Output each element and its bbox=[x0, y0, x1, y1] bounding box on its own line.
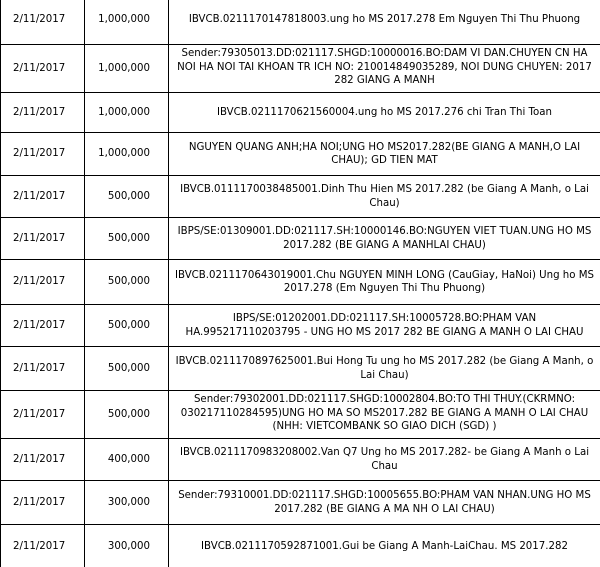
amount-cell: 500,000 bbox=[85, 260, 169, 305]
description-cell: IBVCB.0211170147818003.ung ho MS 2017.278 Em Nguyen Thi Thu Phuong bbox=[169, 0, 600, 45]
date-cell: 2/11/2017 bbox=[1, 133, 85, 176]
table-row bbox=[1, 0, 600, 45]
date-cell: 2/11/2017 bbox=[1, 525, 85, 567]
amount-cell: 400,000 bbox=[85, 439, 169, 481]
description-cell: IBVCB.0111170038485001.Dinh Thu Hien MS 2017.282 (be Giang A Manh, o Lai Chau) bbox=[169, 176, 600, 218]
amount-cell: 300,000 bbox=[85, 481, 169, 525]
description-cell bbox=[169, 45, 600, 93]
table-row bbox=[1, 347, 600, 391]
description-cell: IBPS/SE:01309001.DD:021117.SH:10000146.BO:NGUYEN VIET TUAN.UNG HO MS 2017.282 (BE GIANG A MANHLAI CHAU) bbox=[169, 218, 600, 260]
description-cell: IBVCB.0211170643019001.Chu NGUYEN MINH LONG (CauGiay, HaNoi) Ung ho MS 2017.278 (Em Nguyen Thi Thu Phuong) bbox=[169, 260, 600, 305]
amount-cell: 500,000 bbox=[85, 347, 169, 391]
description-text: Sender:79305013.DD:021117.SHGD:10000016.BO:DAM VI DAN.CHUYEN CN HA NOI HA NOI TAI KHOAN TR ICH NO: 210014849035289, NOI DUNG CHUYEN: 2017 282 GIANG A MANH bbox=[177, 48, 592, 86]
description-text: Sender:79302001.DD:021117.SHGD:10002804.BO:TO THI THUY.(CKRMNO: 030217110284595)UNG HO MA SO MS2017.282 BE GIANG A MANH O LAI CHAU (NHH: VIETCOMBANK SO GIAO DICH (SGD) ) bbox=[180, 394, 589, 432]
table-body bbox=[1, 0, 600, 567]
amount-cell: 500,000 bbox=[85, 176, 169, 218]
date-cell: 2/11/2017 bbox=[1, 176, 85, 218]
date-cell: 2/11/2017 bbox=[1, 93, 85, 133]
table-row bbox=[1, 93, 600, 133]
description-cell: IBVCB.0211170621560004.ung ho MS 2017.276 chi Tran Thi Toan bbox=[169, 93, 600, 133]
date-cell: 2/11/2017 bbox=[1, 391, 85, 439]
amount-cell: 1,000,000 bbox=[85, 93, 169, 133]
table-row bbox=[1, 391, 600, 439]
description-cell: IBVCB.0211170592871001.Gui be Giang A Manh-LaiChau. MS 2017.282 bbox=[169, 525, 600, 567]
amount-cell: 1,000,000 bbox=[85, 45, 169, 93]
table-row bbox=[1, 481, 600, 525]
description-cell: IBVCB.0211170983208002.Van Q7 Ung ho MS 2017.282- be Giang A Manh o Lai Chau bbox=[169, 439, 600, 481]
date-cell: 2/11/2017 bbox=[1, 347, 85, 391]
date-cell: 2/11/2017 bbox=[1, 218, 85, 260]
date-cell: 2/11/2017 bbox=[1, 260, 85, 305]
description-cell: Sender:79310001.DD:021117.SHGD:10005655.BO:PHAM VAN NHAN.UNG HO MS 2017.282 (BE GIANG A MA NH O LAI CHAU) bbox=[169, 481, 600, 525]
description-cell: NGUYEN QUANG ANH;HA NOI;UNG HO MS2017.282(BE GIANG A MANH,O LAI CHAU); GD TIEN MAT bbox=[169, 133, 600, 176]
description-cell: IBPS/SE:01202001.DD:021117.SH:10005728.BO:PHAM VAN HA.995217110203795 - UNG HO MS 2017 282 BE GIANG A MANH O LAI CHAU bbox=[169, 305, 600, 347]
table-row bbox=[1, 176, 600, 218]
amount-cell: 500,000 bbox=[85, 391, 169, 439]
table-row bbox=[1, 133, 600, 176]
date-cell: 2/11/2017 bbox=[1, 481, 85, 525]
date-cell: 2/11/2017 bbox=[1, 0, 85, 45]
table-row bbox=[1, 439, 600, 481]
table-row bbox=[1, 305, 600, 347]
amount-cell: 300,000 bbox=[85, 525, 169, 567]
date-cell: 2/11/2017 bbox=[1, 439, 85, 481]
table-row bbox=[1, 45, 600, 93]
date-cell: 2/11/2017 bbox=[1, 305, 85, 347]
description-cell: IBVCB.0211170897625001.Bui Hong Tu ung ho MS 2017.282 (be Giang A Manh, o Lai Chau) bbox=[169, 347, 600, 391]
amount-cell: 500,000 bbox=[85, 218, 169, 260]
date-cell: 2/11/2017 bbox=[1, 45, 85, 93]
table-row bbox=[1, 525, 600, 567]
table-row bbox=[1, 260, 600, 305]
table-row bbox=[1, 218, 600, 260]
amount-cell: 500,000 bbox=[85, 305, 169, 347]
amount-cell: 1,000,000 bbox=[85, 133, 169, 176]
amount-cell: 1,000,000 bbox=[85, 0, 169, 45]
description-cell bbox=[169, 391, 600, 439]
